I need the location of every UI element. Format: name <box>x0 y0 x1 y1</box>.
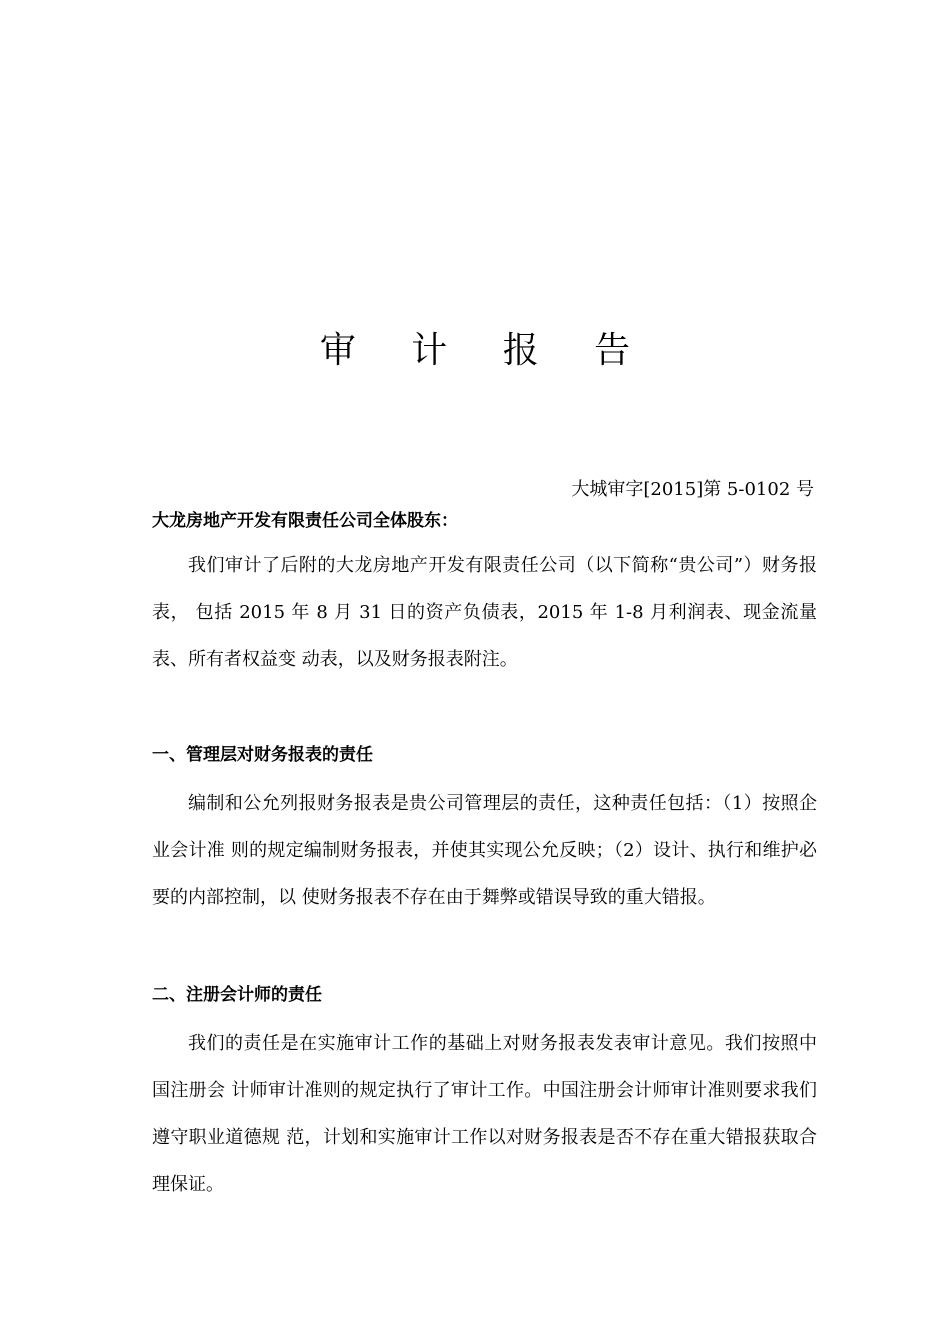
section-body-management: 编制和公允列报财务报表是贵公司管理层的责任，这种责任包括：（1）按照企业会计准 则的规定编制财务报表，并使其实现公允反映；（2）设计、执行和维护必要的内部控制，以 使财务报表不存在由于舞弊或错误导致的重大错报。 <box>152 793 817 908</box>
section-heading-management: 一、管理层对财务报表的责任 <box>152 745 373 765</box>
addressee: 大龙房地产开发有限责任公司全体股东： <box>152 511 458 531</box>
section-heading-cpa: 二、注册会计师的责任 <box>152 985 322 1005</box>
intro-paragraph: 我们审计了后附的大龙房地产开发有限责任公司（以下简称“贵公司”）财务报表， 包括 2015 年 8 月 31 日的资产负债表，2015 年 1-8 月利润表、现金流量表、所有者权益变 动表，以及财务报表附注。 <box>152 555 817 670</box>
section-body-cpa: 我们的责任是在实施审计工作的基础上对财务报表发表审计意见。我们按照中国注册会 计师审计准则的规定执行了审计工作。中国注册会计师审计准则要求我们遵守职业道德规 范，计划和实施审计工作以对财务报表是否不存在重大错报获取合理保证。 <box>152 1033 817 1195</box>
document-number: 大城审字[2015]第 5-0102 号 <box>571 479 814 500</box>
report-title: 审 计 报 告 <box>319 330 653 371</box>
